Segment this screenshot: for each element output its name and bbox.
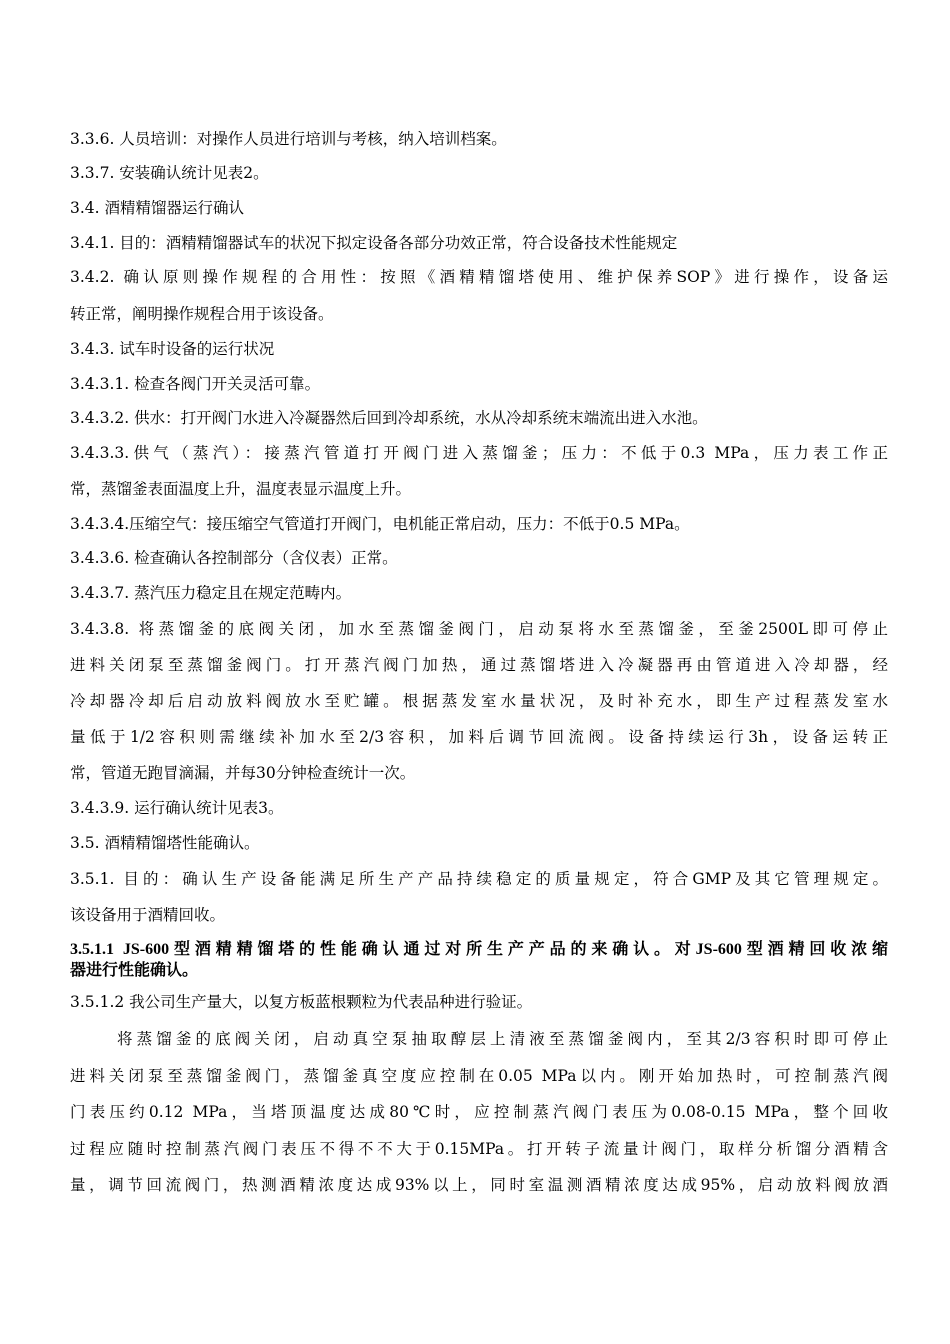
line-3-4-3-1: 3.4.3.1. 检查各阀门开关灵活可靠。 — [70, 375, 321, 393]
para-line-2: 进料关闭泵至蒸馏釜阀门，蒸馏釜真空度应控制在0.05 MPa以内。刚开始加热时，可控制蒸汽阀 — [70, 1067, 888, 1085]
line-3-4-3-4: 3.4.3.4.压缩空气：接压缩空气管道打开阀门，电机能正常启动，压力：不低于0.5 MPa。 — [70, 515, 690, 533]
line-3-5-1-1 — [70, 940, 888, 960]
line-3-4-1: 3.4.1. 目的：酒精精馏器试车的状况下拟定设备各部分功效正常，符合设备技术性能规定 — [70, 234, 678, 252]
line-3-4-2-cont: 转正常，阐明操作规程合用于该设备。 — [70, 305, 334, 323]
line-3-4-3-8-cont-4: 常，管道无跑冒滴漏，并每30分钟检查统计一次。 — [70, 764, 416, 782]
line-3-4-3-8-cont-1: 进料关闭泵至蒸馏釜阀门。打开蒸汽阀门加热，通过蒸馏塔进入冷凝器再由管道进入冷却器，经 — [70, 656, 888, 674]
line-3-5-1-2: 3.5.1.2 我公司生产量大，以复方板蓝根颗粒为代表品种进行验证。 — [70, 993, 533, 1011]
line-3-4-3: 3.4.3. 试车时设备的运行状况 — [70, 340, 275, 358]
para-line-5: 量，调节回流阀门，热测酒精浓度达成93%以上，同时室温测酒精浓度达成95%，启动放料阀放酒 — [70, 1176, 888, 1194]
line-3-4-3-6: 3.4.3.6. 检查确认各控制部分（含仪表）正常。 — [70, 549, 398, 567]
line-3-4-3-7: 3.4.3.7. 蒸汽压力稳定且在规定范畴内。 — [70, 584, 352, 602]
line-3-3-7: 3.3.7. 安装确认统计见表2。 — [70, 164, 269, 182]
line-3-4-3-2: 3.4.3.2. 供水：打开阀门水进入冷凝器然后回到冷却系统，水从冷却系统末端流出进入水池。 — [70, 409, 708, 427]
line-3-4-3-8: 3.4.3.8. 将蒸馏釜的底阀关闭，加水至蒸馏釜阀门，启动泵将水至蒸馏釜，至釜2500L即可停止 — [70, 620, 888, 638]
line-3-5-1-1-cont — [70, 961, 198, 981]
para-line-4: 过程应随时控制蒸汽阀门表压不得不不大于0.15MPa。打开转子流量计阀门，取样分析馏分酒精含 — [70, 1140, 888, 1158]
para-line-3: 门表压约0.12 MPa，当塔顶温度达成80℃时，应控制蒸汽阀门表压为0.08-0.15 MPa，整个回收 — [70, 1103, 888, 1121]
line-3-5-1-1-cont-text: 器进行性能确认。 — [70, 962, 199, 979]
para-line-1: 将蒸馏釜的底阀关闭，启动真空泵抽取醇层上清液至蒸馏釜阀内，至其2/3容积时即可停止 — [117, 1030, 888, 1048]
line-3-5-1-1-text: 3.5.1.1 JS-600型酒精精馏塔的性能确认通过对所生产产品的来确认。对JS-600型酒精回收浓缩 — [70, 941, 888, 958]
line-3-4-3-9: 3.4.3.9. 运行确认统计见表3。 — [70, 799, 284, 817]
line-3-4-heading: 3.4. 酒精精馏器运行确认 — [70, 199, 245, 217]
line-3-4-3-3-cont: 常，蒸馏釜表面温度上升，温度表显示温度上升。 — [70, 480, 412, 498]
line-3-5-1-cont: 该设备用于酒精回收。 — [70, 906, 226, 924]
line-3-5-heading: 3.5. 酒精精馏塔性能确认。 — [70, 834, 260, 852]
line-3-5-1: 3.5.1. 目的：确认生产设备能满足所生产产品持续稳定的质量规定，符合GMP及其它管理规定。 — [70, 870, 888, 888]
line-3-3-6: 3.3.6. 人员培训：对操作人员进行培训与考核，纳入培训档案。 — [70, 130, 507, 148]
line-3-4-3-3: 3.4.3.3.供气（蒸汽）：接蒸汽管道打开阀门进入蒸馏釜；压力：不低于0.3 MPa，压力表工作正 — [70, 444, 888, 462]
line-3-4-3-8-cont-3: 量低于1/2容积则需继续补加水至2/3容积，加料后调节回流阀。设备持续运行3h，设备运转正 — [70, 728, 888, 746]
line-3-4-3-8-cont-2: 冷却器冷却后启动放料阀放水至贮罐。根据蒸发室水量状况，及时补充水，即生产过程蒸发室水 — [70, 692, 888, 710]
line-3-4-2: 3.4.2. 确认原则操作规程的合用性：按照《酒精精馏塔使用、维护保养SOP》进行操作，设备运 — [70, 268, 888, 286]
